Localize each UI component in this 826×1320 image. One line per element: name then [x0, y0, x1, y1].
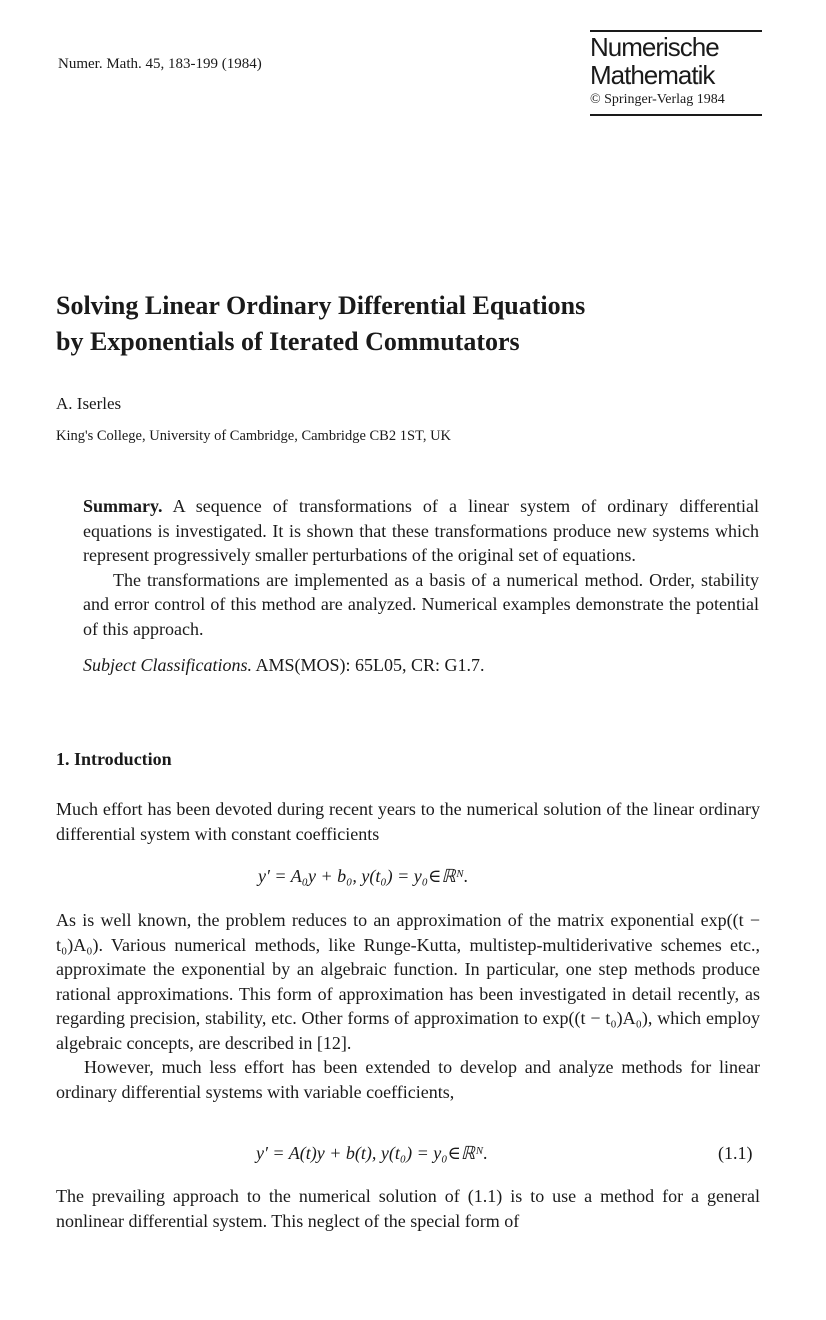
author-name: A. Iserles [56, 394, 122, 413]
journal-brand [590, 30, 762, 116]
equation-constant-coefficients: y′ = A₀y + b₀, y(t₀) = y₀∈ℝᴺ. [258, 866, 469, 886]
intro-text-4: The prevailing approach to the numerical solution of (1.1) is to use a method for a general nonlinear differential system. This neglect of the special form of [56, 1186, 760, 1231]
journal-name-line2: Mathematik [590, 60, 715, 90]
summary-label: Summary. [83, 496, 163, 516]
summary-block [83, 494, 759, 678]
intro-paragraph-1 [56, 797, 760, 846]
intro-paragraph-4 [56, 1184, 760, 1233]
intro-text-3: However, much less effort has been extended to develop and analyze methods for linear ordinary differential systems with variable coefficients, [56, 1057, 760, 1102]
journal-citation: Numer. Math. 45, 183-199 (1984) [58, 56, 262, 72]
equation-1-1: y′ = A(t)y + b(t), y(t₀) = y₀∈ℝᴺ. [256, 1143, 488, 1163]
section-heading: 1. Introduction [56, 749, 172, 769]
intro-paragraph-2 [56, 908, 760, 1104]
summary-paragraph-2: The transformations are implemented as a basis of a numerical method. Order, stability and error control of this method are analyzed. Numerical examples demonstrate the potential of this approach. [83, 569, 759, 639]
subject-label: Subject Classifications. [83, 655, 252, 675]
equation-number: (1.1) [718, 1143, 753, 1163]
intro-text-2: As is well known, the problem reduces to an approximation of the matrix exponential exp((t − t₀)A₀). Various numerical methods, like Runge-Kutta, multistep-multiderivative schemes etc., approximate the exponential by an algebraic function. In particular, one step methods produce rational approximations. This form of approximation has been investigated in detail recently, as regarding precision, stability, etc. Other forms of approximation to exp((t − t₀)A₀), which employ algebraic concepts, are described in [12]. [56, 910, 760, 1053]
title-line-2: by Exponentials of Iterated Commutators [56, 327, 520, 356]
intro-text-1: Much effort has been devoted during recent years to the numerical solution of the linear ordinary differential system with constant coefficients [56, 799, 760, 844]
journal-name-line1: Numerische [590, 32, 719, 62]
article-title [56, 288, 756, 360]
author-affiliation: King's College, University of Cambridge, Cambridge CB2 1ST, UK [56, 428, 452, 444]
subject-classifications [83, 653, 759, 678]
brand-bottom-rule [590, 114, 762, 116]
publisher-copyright: © Springer-Verlag 1984 [590, 92, 725, 107]
subject-value: AMS(MOS): 65L05, CR: G1.7. [255, 655, 485, 675]
summary-paragraph-1 [83, 494, 759, 568]
summary-text-1: A sequence of transformations of a linear system of ordinary differential equations is investigated. It is shown that these transformations produce new systems which represent progressively smaller perturbations of the original set of equations. [83, 496, 760, 565]
title-line-1: Solving Linear Ordinary Differential Equations [56, 291, 586, 320]
